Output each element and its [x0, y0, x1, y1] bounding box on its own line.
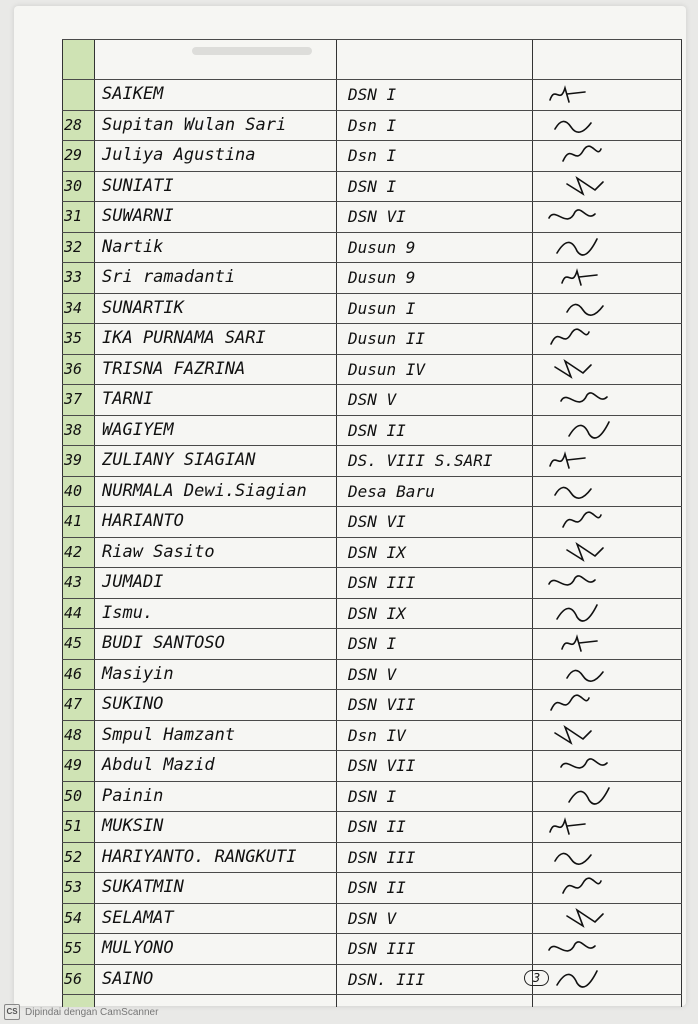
row-number: 39: [64, 451, 83, 469]
signature-scribble: [552, 873, 622, 901]
signature-scribble: [558, 172, 628, 200]
row-dusun: DSN II: [348, 878, 406, 897]
row-name: MUKSIN: [102, 816, 164, 836]
row-number: 33: [64, 268, 83, 286]
row-name: SUNIATI: [102, 175, 174, 196]
row-name: SUNARTIK: [102, 297, 184, 318]
row-number: 31: [64, 207, 83, 225]
row-number: 30: [64, 176, 83, 195]
signature-scribble: [546, 599, 616, 627]
row-dusun: DSN IX: [348, 603, 406, 623]
row-dusun: DSN VII: [348, 695, 416, 714]
signature-scribble: [540, 568, 610, 596]
signature-scribble: [546, 843, 616, 871]
row-dusun: DSN III: [348, 939, 416, 958]
row-number: 56: [64, 969, 83, 988]
row-number: 47: [64, 695, 83, 713]
row-name: TARNI: [102, 389, 154, 409]
row-name: Supitan Wulan Sari: [102, 114, 287, 135]
row-name: Nartik: [102, 236, 164, 257]
camscanner-logo-icon: CS: [4, 1004, 20, 1020]
signature-scribble: [546, 721, 616, 749]
row-name: SELAMAT: [102, 907, 174, 928]
row-number: 50: [64, 786, 83, 805]
row-dusun: DSN I: [348, 176, 397, 196]
attendance-table: [62, 39, 682, 1007]
signature-scribble: [558, 660, 628, 688]
row-name: Ismu.: [102, 602, 154, 623]
signature-mark: 3: [524, 970, 549, 986]
column-divider: [532, 39, 533, 1007]
row-divider: [62, 994, 682, 995]
row-name: TRISNA FAZRINA: [102, 358, 246, 379]
scanned-page: [14, 6, 686, 1006]
row-dusun: Dsn I: [348, 146, 397, 165]
row-name: HARIANTO: [102, 511, 184, 531]
row-divider: [62, 39, 682, 40]
row-dusun: Dusun 9: [348, 237, 416, 257]
row-number: 42: [64, 542, 83, 561]
row-dusun: DSN III: [348, 573, 416, 592]
row-name: ZULIANY SIAGIAN: [102, 450, 256, 470]
signature-scribble: [558, 782, 628, 810]
row-number: 46: [64, 664, 83, 683]
row-dusun: DSN III: [348, 847, 416, 867]
signature-scribble: [546, 355, 616, 383]
row-dusun: DSN VI: [348, 512, 406, 531]
row-dusun: DSN I: [348, 786, 397, 806]
row-dusun: DSN I: [348, 85, 397, 104]
row-dusun: DSN V: [348, 390, 397, 409]
column-divider: [62, 39, 63, 1007]
row-dusun: DSN IX: [348, 542, 406, 562]
scanner-footer-text: Dipindai dengan CamScanner: [25, 1006, 159, 1018]
signature-scribble: [540, 812, 610, 840]
row-dusun: DS. VIII S.SARI: [348, 451, 493, 470]
row-number: 36: [64, 359, 83, 378]
row-number: 53: [64, 878, 83, 896]
row-number: 43: [64, 573, 83, 591]
row-name: NURMALA Dewi.Siagian: [102, 480, 307, 501]
row-dusun: Dusun I: [348, 298, 416, 318]
row-dusun: DSN V: [348, 908, 397, 928]
row-name: Abdul Mazid: [102, 755, 215, 775]
row-number: 49: [64, 756, 83, 774]
row-number: 45: [64, 634, 83, 652]
signature-scribble: [540, 324, 610, 352]
row-name: SUKATMIN: [102, 877, 184, 897]
row-name: WAGIYEM: [102, 419, 174, 440]
row-number: 54: [64, 908, 83, 927]
row-number: 29: [64, 146, 83, 164]
row-number: 48: [64, 725, 83, 744]
row-dusun: DSN II: [348, 817, 406, 836]
signature-scribble: [546, 233, 616, 261]
row-number: 52: [64, 847, 83, 866]
signature-scribble: [558, 538, 628, 566]
row-name: HARIYANTO. RANGKUTI: [102, 846, 297, 867]
signature-scribble: [540, 934, 610, 962]
row-number: 51: [64, 817, 83, 835]
row-number: 37: [64, 390, 83, 408]
row-number: 32: [64, 237, 83, 256]
row-name: SUKINO: [102, 694, 164, 714]
column-divider: [94, 39, 95, 1007]
row-name: SUWARNI: [102, 206, 174, 226]
signature-scribble: [546, 111, 616, 139]
row-dusun: Desa Baru: [348, 481, 435, 501]
row-dusun: DSN. III: [348, 969, 426, 989]
row-number: 34: [64, 298, 83, 317]
row-name: SAIKEM: [102, 84, 164, 104]
row-number: 40: [64, 481, 83, 500]
row-name: Juliya Agustina: [102, 145, 256, 165]
signature-scribble: [552, 629, 622, 657]
row-name: JUMADI: [102, 572, 164, 592]
row-name: Sri ramadanti: [102, 267, 236, 287]
signature-scribble: [558, 416, 628, 444]
row-dusun: Dsn I: [348, 115, 397, 135]
signature-scribble: [552, 751, 622, 779]
signature-scribble: [546, 965, 616, 993]
row-dusun: DSN I: [348, 634, 397, 653]
row-number: 55: [64, 939, 83, 957]
row-name: BUDI SANTOSO: [102, 633, 225, 653]
row-dusun: DSN V: [348, 664, 397, 684]
scanner-footer: [4, 1004, 158, 1020]
signature-scribble: [558, 294, 628, 322]
row-dusun: DSN VII: [348, 756, 416, 775]
row-dusun: Dusun II: [348, 329, 426, 348]
row-number: 38: [64, 420, 83, 439]
row-dusun: Dusun IV: [348, 359, 426, 379]
row-number: 44: [64, 603, 83, 622]
row-name: MULYONO: [102, 938, 174, 958]
row-number: 35: [64, 329, 83, 347]
row-dusun: Dsn IV: [348, 725, 406, 745]
row-name: SAINO: [102, 968, 154, 989]
row-dusun: DSN II: [348, 420, 406, 440]
signature-scribble: [540, 690, 610, 718]
signature-scribble: [552, 385, 622, 413]
row-name: Riaw Sasito: [102, 541, 215, 562]
signature-scribble: [546, 477, 616, 505]
signature-scribble: [552, 141, 622, 169]
signature-scribble: [552, 263, 622, 291]
header-row-smudge: [192, 47, 312, 55]
row-number: 41: [64, 512, 83, 530]
row-name: Masiyin: [102, 663, 174, 684]
row-name: Smpul Hamzant: [102, 724, 236, 745]
row-dusun: Dusun 9: [348, 268, 416, 287]
column-divider: [336, 39, 337, 1007]
row-dusun: DSN VI: [348, 207, 406, 226]
signature-scribble: [558, 904, 628, 932]
signature-scribble: [552, 507, 622, 535]
row-number: 28: [64, 115, 83, 134]
signature-scribble: [540, 80, 610, 108]
column-divider: [681, 39, 682, 1007]
signature-scribble: [540, 446, 610, 474]
signature-scribble: [540, 202, 610, 230]
row-name: IKA PURNAMA SARI: [102, 328, 266, 348]
row-name: Painin: [102, 785, 164, 806]
